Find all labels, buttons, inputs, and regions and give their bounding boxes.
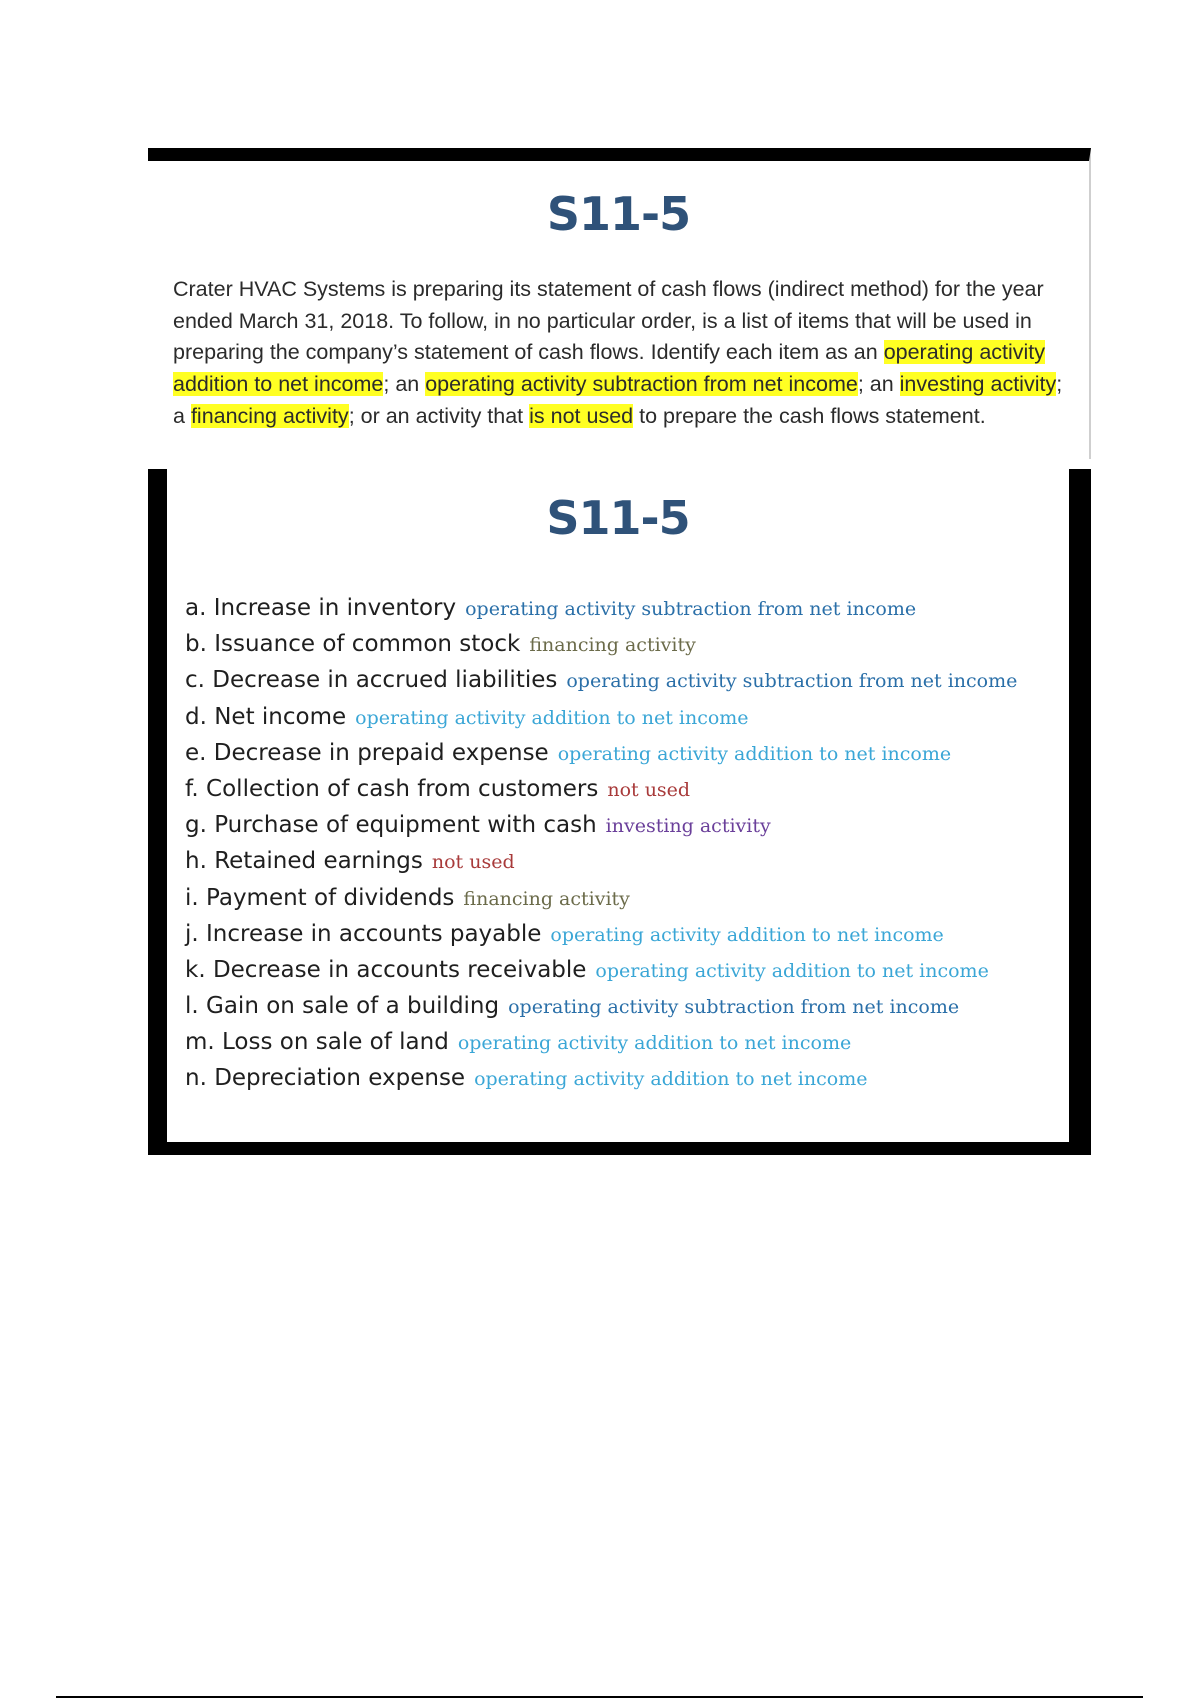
- item-answer: financing activity: [463, 887, 630, 910]
- item-answer: operating activity addition to net income: [355, 706, 749, 729]
- list-item: [185, 843, 1017, 879]
- item-answer: operating activity subtraction from net income: [566, 670, 1018, 693]
- item-label: k. Decrease in accounts receivable: [185, 956, 587, 983]
- list-item: [185, 662, 1017, 698]
- item-answer: financing activity: [529, 634, 696, 657]
- item-label: d. Net income: [185, 703, 347, 730]
- item-label: m. Loss on sale of land: [185, 1029, 449, 1056]
- item-answer: investing activity: [605, 815, 771, 838]
- item-answer: not used: [431, 851, 515, 874]
- instruction-text: ; an: [383, 372, 426, 397]
- list-item: [185, 952, 1017, 988]
- footer-rule: [56, 1696, 1143, 1698]
- item-label: e. Decrease in prepaid expense: [185, 739, 549, 766]
- answer-slide: [148, 469, 1091, 1155]
- item-answer: operating activity subtraction from net income: [508, 996, 960, 1019]
- item-label: h. Retained earnings: [185, 848, 423, 875]
- item-answer: operating activity subtraction from net income: [465, 598, 917, 620]
- item-answer: operating activity addition to net income: [474, 1068, 868, 1091]
- instruction-text: to prepare the cash flows statement.: [633, 403, 986, 428]
- list-item: [185, 590, 1017, 626]
- item-label: g. Purchase of equipment with cash: [185, 812, 597, 839]
- instruction-text: ; or an activity that: [348, 403, 530, 428]
- problem-instructions: [173, 274, 1073, 433]
- instruction-text: Crater HVAC Systems is preparing its statement of cash flows (indirect method) for the year ended March 31, 2018. To follow, in no particular order, is a list of items that will be used in preparing the company’s statement of cash flows. Identify each item as an: [173, 277, 1044, 365]
- item-answer: operating activity addition to net income: [557, 742, 952, 765]
- highlighted-term: financing activity: [190, 403, 349, 428]
- highlighted-term: operating activity addition to net income: [173, 340, 1046, 397]
- item-label: a. Increase in inventory: [185, 595, 457, 621]
- instruction-text: ; a: [173, 372, 1063, 428]
- list-item: [185, 1024, 1017, 1060]
- list-item: [185, 735, 1017, 771]
- list-item: [185, 626, 1017, 662]
- item-label: f. Collection of cash from customers: [185, 775, 599, 802]
- item-answer: operating activity addition to net income: [595, 959, 989, 982]
- list-item: [185, 699, 1017, 735]
- item-label: b. Issuance of common stock: [185, 631, 521, 658]
- item-label: n. Depreciation expense: [185, 1065, 466, 1092]
- item-label: l. Gain on sale of a building: [185, 993, 500, 1020]
- list-item: [185, 916, 1017, 952]
- item-label: c. Decrease in accrued liabilities: [185, 667, 558, 694]
- highlighted-term: operating activity subtraction from net income: [425, 372, 858, 397]
- list-item: [185, 988, 1017, 1024]
- item-answer: operating activity addition to net income: [457, 1032, 852, 1055]
- item-answer: operating activity addition to net income: [550, 923, 944, 946]
- item-answer: not used: [607, 778, 691, 801]
- list-item: [185, 880, 1017, 916]
- problem-slide: [148, 148, 1091, 459]
- item-label: i. Payment of dividends: [185, 884, 455, 911]
- problem-title: S11-5: [546, 187, 691, 241]
- item-label: j. Increase in accounts payable: [185, 920, 542, 947]
- list-item: [185, 1060, 1017, 1096]
- answer-list: [185, 590, 1017, 1097]
- list-item: [185, 807, 1017, 843]
- answer-title: S11-5: [546, 491, 690, 545]
- instruction-text: ; an: [857, 372, 900, 397]
- highlighted-term: investing activity: [899, 372, 1057, 397]
- list-item: [185, 771, 1017, 807]
- highlighted-term: is not used: [529, 403, 634, 428]
